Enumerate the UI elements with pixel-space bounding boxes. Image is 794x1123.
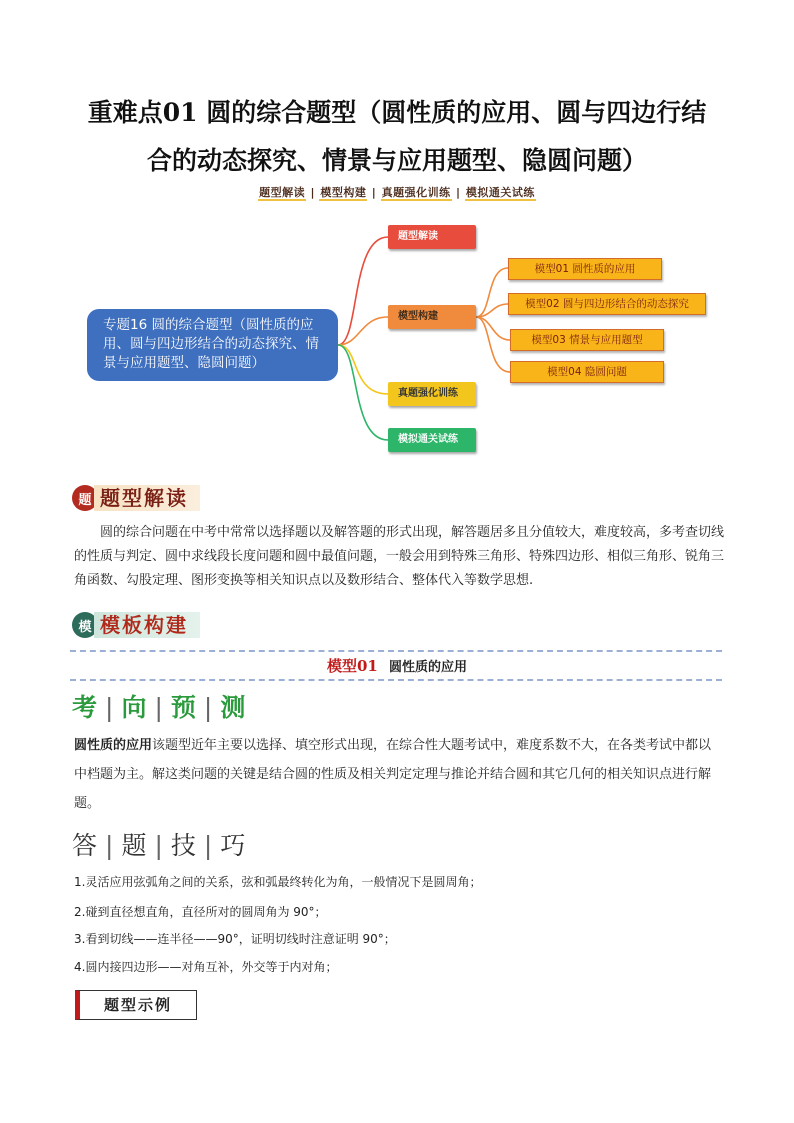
forecast-body: 该题型近年主要以选择、填空形式出现，在综合性大题考试中，难度系数不大，在各类考试中都以中档题为主。解这类问题的关键是结合圆的性质及相关判定定理与推论并结合圆和其它几何的相关知识点进行解题。 bbox=[74, 738, 712, 811]
mindmap-branch-model: 模型构建 bbox=[388, 305, 476, 329]
skills-char: 技 bbox=[170, 831, 198, 860]
forecast-body-block bbox=[74, 731, 724, 818]
example-label: 题型示例 bbox=[75, 990, 197, 1020]
model-heading bbox=[0, 655, 794, 676]
subtitle-item: 题型解读 bbox=[259, 186, 306, 199]
mindmap-leaf-model02: 模型02 圆与四边形结合的动态探究 bbox=[508, 293, 706, 315]
model-title: 圆性质的应用 bbox=[389, 660, 468, 675]
mindmap-leaf-model04: 模型04 隐圆问题 bbox=[510, 361, 664, 383]
subtitle-item: 模型构建 bbox=[320, 186, 367, 199]
forecast-char: 考 bbox=[72, 693, 100, 722]
section-banner-model bbox=[72, 608, 200, 642]
divider-top bbox=[70, 650, 722, 652]
forecast-lead: 圆性质的应用 bbox=[74, 738, 153, 753]
banner-seal-icon: 题 bbox=[72, 485, 98, 511]
subtitle-separator: | bbox=[455, 186, 461, 199]
subtitle-item: 真题强化训练 bbox=[381, 186, 451, 199]
banner-seal-icon: 模 bbox=[72, 612, 98, 638]
forecast-char: 测 bbox=[220, 693, 248, 722]
page-title-line2: 合的动态探究、情景与应用题型、隐圆问题） bbox=[146, 146, 647, 175]
subtitle-separator: | bbox=[371, 186, 377, 199]
skills-char: 巧 bbox=[220, 831, 248, 860]
page-title-line1: 重难点01 圆的综合题型（圆性质的应用、圆与四边行结 bbox=[87, 98, 707, 127]
forecast-char: 预 bbox=[170, 693, 198, 722]
skill-tip: 3.看到切线——连半径——90°，证明切线时注意证明 90°； bbox=[74, 932, 396, 946]
mindmap-branch-mock: 模拟通关试练 bbox=[388, 428, 476, 452]
skills-char: 答 bbox=[72, 831, 100, 860]
section-heading: 题型解读 bbox=[94, 485, 200, 511]
forecast-heading: 考 | 向 | 预 | 测 bbox=[72, 693, 248, 722]
mindmap-leaf-model03: 模型03 情景与应用题型 bbox=[510, 329, 664, 351]
skill-tip: 4.圆内接四边形——对角互补，外交等于内对角； bbox=[74, 960, 338, 974]
divider-bottom bbox=[70, 679, 722, 681]
mindmap-branch-reading: 题型解读 bbox=[388, 225, 476, 249]
skills-char: 题 bbox=[121, 831, 149, 860]
connector-l4 bbox=[476, 317, 510, 372]
forecast-char: 向 bbox=[121, 693, 149, 722]
skill-tip: 1.灵活应用弦弧角之间的关系，弦和弧最终转化为角，一般情况下是圆周角； bbox=[74, 875, 482, 889]
section-reading-body: 圆的综合问题在中考中常常以选择题以及解答题的形式出现，解答题居多且分值较大，难度较高，多考查切线的性质与判定、圆中求线段长度问题和圆中最值问题，一般会用到特殊三角形、特殊四边形、相似三角形、锐角三角函数、勾股定理、图形变换等相关知识点以及数形结合、整体代入等数学思想. bbox=[74, 525, 725, 588]
skills-heading: 答 | 题 | 技 | 巧 bbox=[72, 831, 248, 860]
mindmap-root: 专题16 圆的综合题型（圆性质的应用、圆与四边形结合的动态探究、情景与应用题型、隐圆问题） bbox=[87, 309, 338, 381]
mindmap-branch-practice: 真题强化训练 bbox=[388, 382, 476, 406]
subtitle-separator: | bbox=[310, 186, 316, 199]
subtitle-item: 模拟通关试练 bbox=[465, 186, 535, 199]
section-banner-reading bbox=[72, 481, 200, 515]
connector-b3 bbox=[338, 345, 388, 394]
model-label: 模型01 bbox=[326, 657, 378, 675]
section-heading: 模板构建 bbox=[94, 612, 200, 638]
mindmap-leaf-model01: 模型01 圆性质的应用 bbox=[508, 258, 662, 280]
skill-tip: 2.碰到直径想直角，直径所对的圆周角为 90°； bbox=[74, 905, 327, 919]
